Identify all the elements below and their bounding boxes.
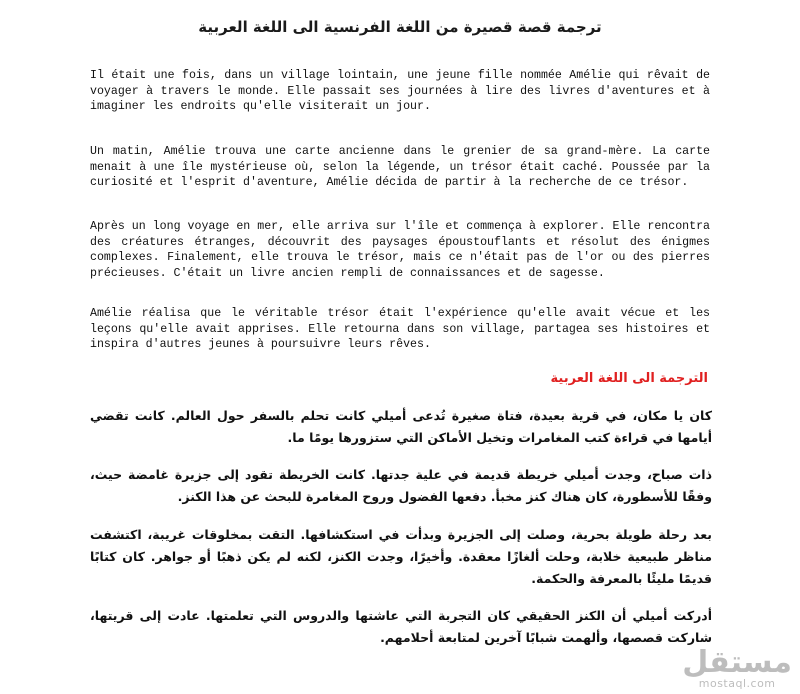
french-paragraph-3: Après un long voyage en mer, elle arriva sur l'île et commença à explorer. Elle rencontra des créatures étranges, découvrit des paysages époustouflants et résolut des énigmes complexes. Finalement, elle trouva le trésor, mais ce n'était pas de l'or ou des pierres précieuses. C'était un livre ancien rempli de connaissances et de sagesse. xyxy=(90,220,710,280)
document-title: ترجمة قصة قصيرة من اللغة الفرنسية الى اللغة العربية xyxy=(198,18,602,36)
mostaql-watermark xyxy=(682,645,792,690)
arabic-paragraph-2: ذات صباح، وجدت أميلي خريطة قديمة في علية جدتها. كانت الخريطة تقود إلى جزيرة غامضة حيث، وفقًا للأسطورة، كان هناك كنز مخبأ. دفعها الفضول وروح المغامرة للبحث عن هذا الكنز. xyxy=(90,467,712,504)
watermark-arabic: مستقل xyxy=(682,645,792,680)
arabic-paragraph-4: أدركت أميلي أن الكنز الحقيقي كان التجربة التي عاشتها والدروس التي تعلمتها. عادت إلى قريتها، شاركت قصصها، وألهمت شبابًا آخرين لمتابعة أحلامهم. xyxy=(90,608,712,645)
arabic-translation-heading: الترجمة الى اللغة العربية xyxy=(550,371,708,386)
french-paragraph-4: Amélie réalisa que le véritable trésor était l'expérience qu'elle avait vécue et les leçons qu'elle avait apprises. Elle retourna dans son village, partagea ses histoires et inspira d'autres jeunes à poursuivre leurs rêves. xyxy=(90,307,710,351)
arabic-paragraph-3: بعد رحلة طويلة بحرية، وصلت إلى الجزيرة وبدأت في استكشافها. التقت بمخلوقات غريبة، اكتشفت مناظر طبيعية خلابة، وحلت ألغازًا معقدة. وأخيرًا، وجدت الكنز، لكنه لم يكن ذهبًا أو جواهر. كان كتابًا قديمًا مليئًا بالمعرفة والحكمة. xyxy=(90,527,712,586)
arabic-paragraph-1: كان يا مكان، في قرية بعيدة، فتاة صغيرة تُدعى أميلي كانت تحلم بالسفر حول العالم. كانت تقضي أيامها في قراءة كتب المغامرات وتخيل الأماكن التي ستزورها يومًا ما. xyxy=(90,408,712,445)
french-paragraph-2: Un matin, Amélie trouva une carte ancienne dans le grenier de sa grand-mère. La carte menait à une île mystérieuse où, selon la légende, un trésor était caché. Poussée par la curiosité et l'esprit d'aventure, Amélie décida de partir à la recherche de ce trésor. xyxy=(90,145,710,189)
french-paragraph-1: Il était une fois, dans un village lointain, une jeune fille nommée Amélie qui rêvait de voyager à travers le monde. Elle passait ses journées à lire des livres d'aventures et à imaginer les endroits qu'elle visiterait un jour. xyxy=(90,69,710,113)
watermark-latin: mostaql.com xyxy=(698,677,776,690)
